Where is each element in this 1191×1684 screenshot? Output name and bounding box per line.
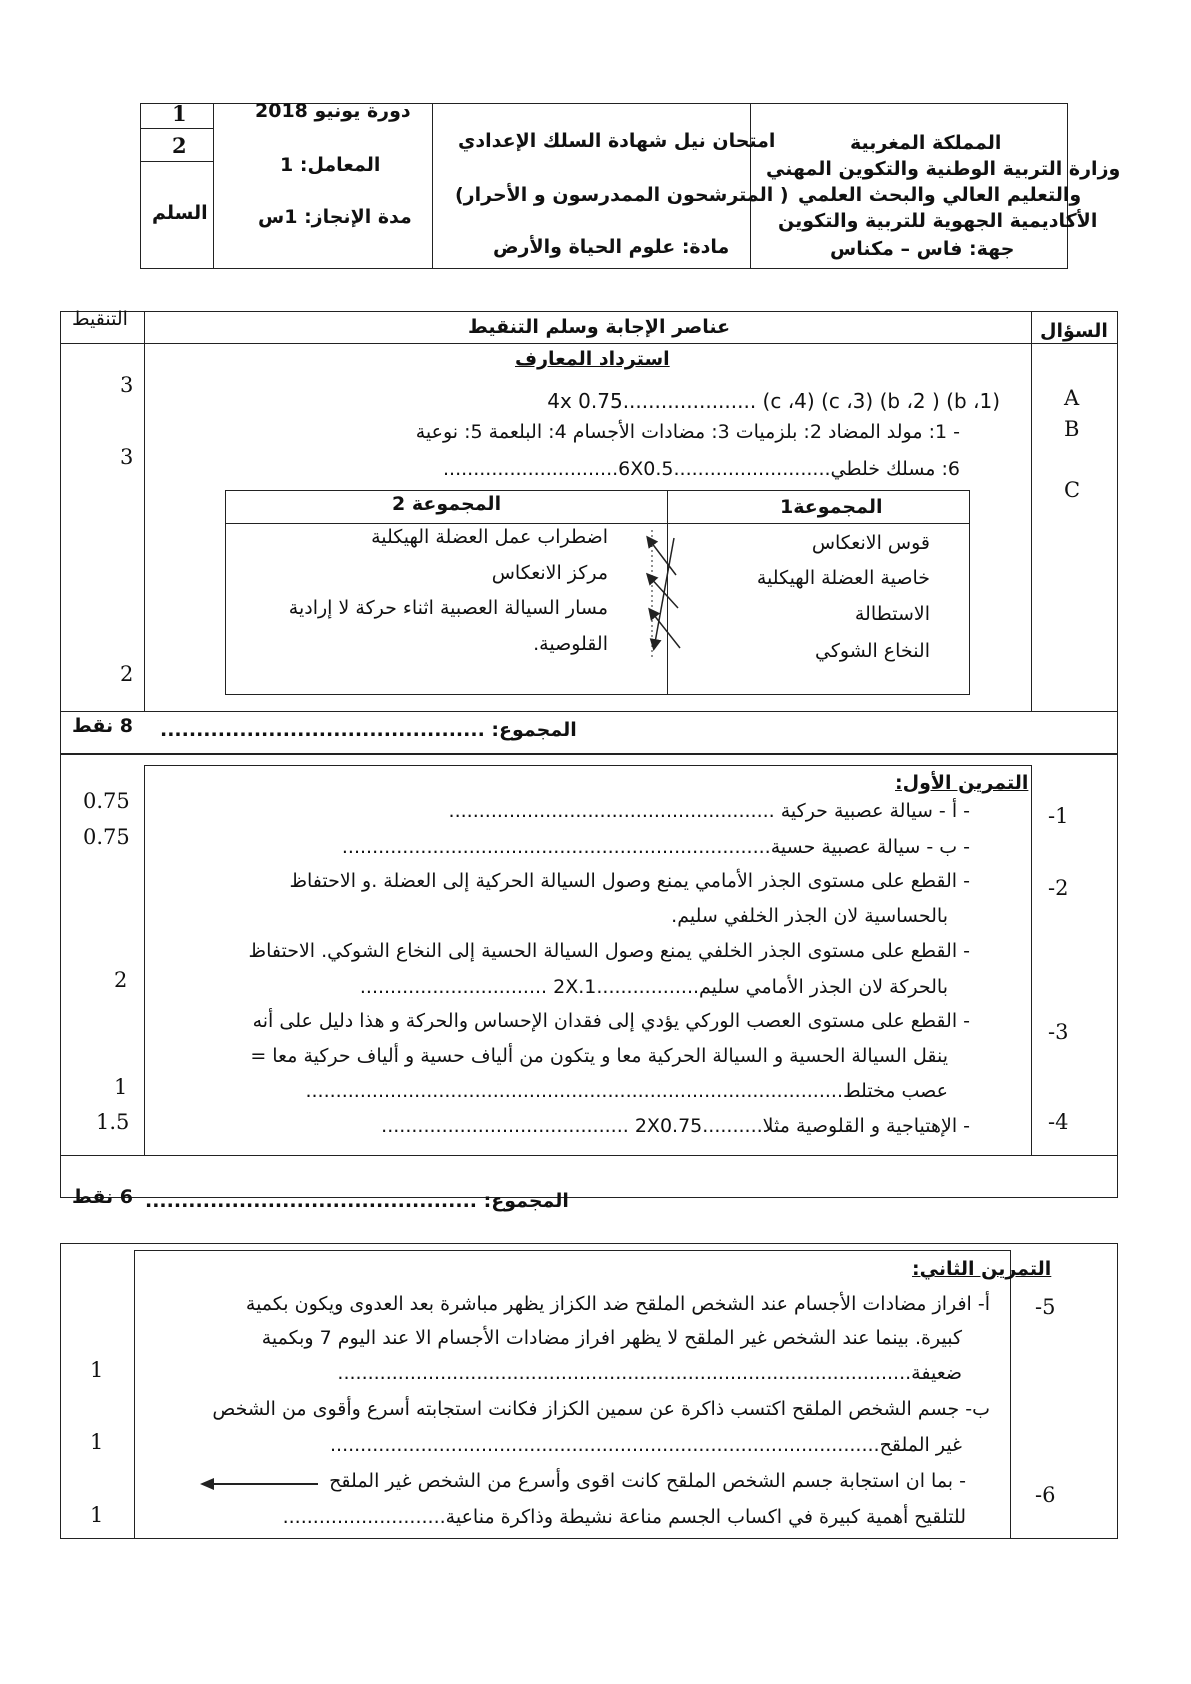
question-header: السؤال bbox=[1040, 320, 1108, 342]
question-number-3: -3 bbox=[1048, 1020, 1069, 1044]
group-1-item: الاستطالة bbox=[854, 603, 930, 625]
exercise-1-line: بالحساسية لان الجذر الخلفي سليم. bbox=[671, 905, 948, 927]
academy: الأكاديمية الجهوية للتربية والتكوين bbox=[778, 210, 1098, 232]
score-c: 2 bbox=[120, 662, 134, 686]
answer-line-a: (b ،1) ( b ،2) (c ،3) (c ،4) .....................4x 0.75 bbox=[547, 389, 1000, 413]
question-number-5: -5 bbox=[1035, 1295, 1056, 1319]
exercise-1-line: - القطع على مستوى الجذر الخلفي يمنع وصول السيالة الحسية إلى النخاع الشوكي. الاحتفاظ bbox=[248, 940, 970, 962]
matching-table bbox=[225, 490, 970, 695]
exam-title: امتحان نيل شهادة السلك الإعدادي bbox=[458, 130, 776, 152]
question-number-1: -1 bbox=[1048, 804, 1069, 828]
header-session: دورة يونيو 2018 bbox=[255, 100, 411, 122]
exercise-1-line: عصب مختلط......................................................................................... bbox=[305, 1080, 948, 1102]
exercise-1-line: - أ - سيالة عصبية حركية ...................................................... bbox=[448, 800, 970, 822]
exercise-1-line: بالحركة لان الجذر الأمامي سليم.................2X.1 ............................... bbox=[359, 976, 948, 998]
section-1-total-label: المجموع: ............................................. bbox=[160, 719, 577, 741]
group-1-item: قوس الانعكاس bbox=[811, 532, 930, 554]
header-page-1: 1 bbox=[172, 101, 187, 126]
question-letter-b: B bbox=[1064, 417, 1080, 441]
score-4: 1.5 bbox=[96, 1110, 130, 1134]
question-number-4: -4 bbox=[1048, 1110, 1069, 1134]
score-b: 3 bbox=[120, 445, 134, 469]
group-1-item: خاصية العضلة الهيكلية bbox=[756, 567, 930, 589]
group-2-item: مسار السيالة العصبية اثناء حركة لا إرادية bbox=[288, 597, 608, 619]
group-1-title: المجموعة1 bbox=[780, 496, 883, 518]
exercise-1-line: - ب - سيالة عصبية حسية....................................................................... bbox=[341, 836, 970, 858]
header-duration: مدة الإنجاز: 1س bbox=[258, 206, 412, 228]
answers-header: عناصر الإجابة وسلم التنقيط bbox=[468, 316, 731, 338]
matching-arrows bbox=[640, 520, 700, 670]
ministry-line-2: والتعليم العالي والبحث العلمي bbox=[798, 184, 1082, 206]
question-letter-a: A bbox=[1064, 386, 1080, 410]
kingdom: المملكة المغربية bbox=[850, 132, 1002, 154]
arrow-left-icon bbox=[200, 1476, 320, 1492]
exercise-1-line: - القطع على مستوى الجذر الأمامي يمنع وصول السيالة الحركية إلى العضلة .و الاحتفاظ bbox=[289, 870, 970, 892]
score-5a: 1 bbox=[90, 1358, 104, 1382]
score-5b: 1 bbox=[90, 1430, 104, 1454]
answer-line-b1: - 1: مولد المضاد 2: بلزميات 3: مضادات الأجسام 4: البلعمة 5: نوعية bbox=[415, 421, 960, 443]
question-number-2: -2 bbox=[1048, 876, 1069, 900]
exercise-2-line: ب- جسم الشخص الملقح اكتسب ذاكرة عن سمين الكزاز فكانت استجابته أسرع وأقوى من الشخص bbox=[212, 1398, 990, 1420]
score-1b: 0.75 bbox=[83, 825, 130, 849]
question-number-6: -6 bbox=[1035, 1483, 1056, 1507]
score-1a: 0.75 bbox=[83, 789, 130, 813]
section-2-total-points: 6 نقط bbox=[72, 1186, 134, 1208]
section-1-title: استرداد المعارف bbox=[515, 348, 670, 370]
score-6: 1 bbox=[90, 1503, 104, 1527]
question-letter-c: C bbox=[1064, 478, 1081, 502]
group-1-item: النخاع الشوكي bbox=[815, 640, 930, 662]
group-2-item: مركز الانعكاس bbox=[491, 562, 608, 584]
score-a: 3 bbox=[120, 373, 134, 397]
exercise-2-line: أ- افراز مضادات الأجسام عند الشخص الملقح ضد الكزاز يظهر مباشرة بعد العدوى ويكون بكمية bbox=[245, 1293, 990, 1315]
exercise-2-line: كبيرة. بينما عند الشخص غير الملقح لا يظهر افراز مضادات الأجسام الا عند اليوم 7 وبكمية bbox=[261, 1327, 962, 1349]
grading-header: التنقيط bbox=[72, 308, 128, 330]
exercise-2-line: للتلقيح أهمية كبيرة في اكساب الجسم مناعة نشيطة وذاكرة مناعية........................... bbox=[282, 1506, 966, 1528]
header-scale: السلم bbox=[152, 202, 208, 224]
ministry-line-1: وزارة التربية الوطنية والتكوين المهني bbox=[766, 158, 1121, 180]
exercise-1-line: - الإهتياجية و القلوصية مثلا..........2X0.75 ......................................... bbox=[381, 1115, 970, 1137]
header-coefficient: المعامل: 1 bbox=[280, 154, 381, 176]
exercise-1-line: ينقل السيالة الحسية و السيالة الحركية معا و يتكون من ألياف حسية و ألياف حركية معا = bbox=[250, 1045, 948, 1067]
header-page-2: 2 bbox=[172, 133, 187, 158]
exercise-1-line: - القطع على مستوى العصب الوركي يؤدي إلى فقدان الإحساس والحركة و هذا دليل على أنه bbox=[252, 1010, 970, 1032]
exercise-2-line: - بما ان استجابة جسم الشخص الملقح كانت اقوى وأسرع من الشخص غير الملقح bbox=[329, 1470, 966, 1492]
score-2: 2 bbox=[114, 968, 128, 992]
exercise-2-line: ضعيفة............................................................................................... bbox=[337, 1362, 962, 1384]
section-2-total-label: المجموع: .............................................. bbox=[145, 1190, 569, 1212]
group-2-title: المجموعة 2 bbox=[392, 493, 502, 515]
exam-candidates: ( المترشحون الممدرسون و الأحرار) bbox=[455, 184, 789, 206]
group-2-item: القلوصية. bbox=[533, 633, 608, 655]
section-1-total-points: 8 نقط bbox=[72, 715, 134, 737]
group-2-item: اضطراب عمل العضلة الهيكلية bbox=[371, 526, 608, 548]
region: جهة: فاس – مكناس bbox=[830, 238, 1015, 260]
exercise-2-line: غير الملقح........................................................................................... bbox=[329, 1434, 962, 1456]
score-3: 1 bbox=[114, 1075, 128, 1099]
exercise-1-title: التمرين الأول: bbox=[895, 772, 1029, 794]
answer-line-b2: 6: مسلك خلطي..........................6X0.5............................. bbox=[443, 458, 960, 480]
answers-table-section-3 bbox=[60, 1243, 1118, 1539]
exercise-2-title: التمرين الثاني: bbox=[912, 1258, 1052, 1280]
exam-subject: مادة: علوم الحياة والأرض bbox=[493, 236, 730, 258]
